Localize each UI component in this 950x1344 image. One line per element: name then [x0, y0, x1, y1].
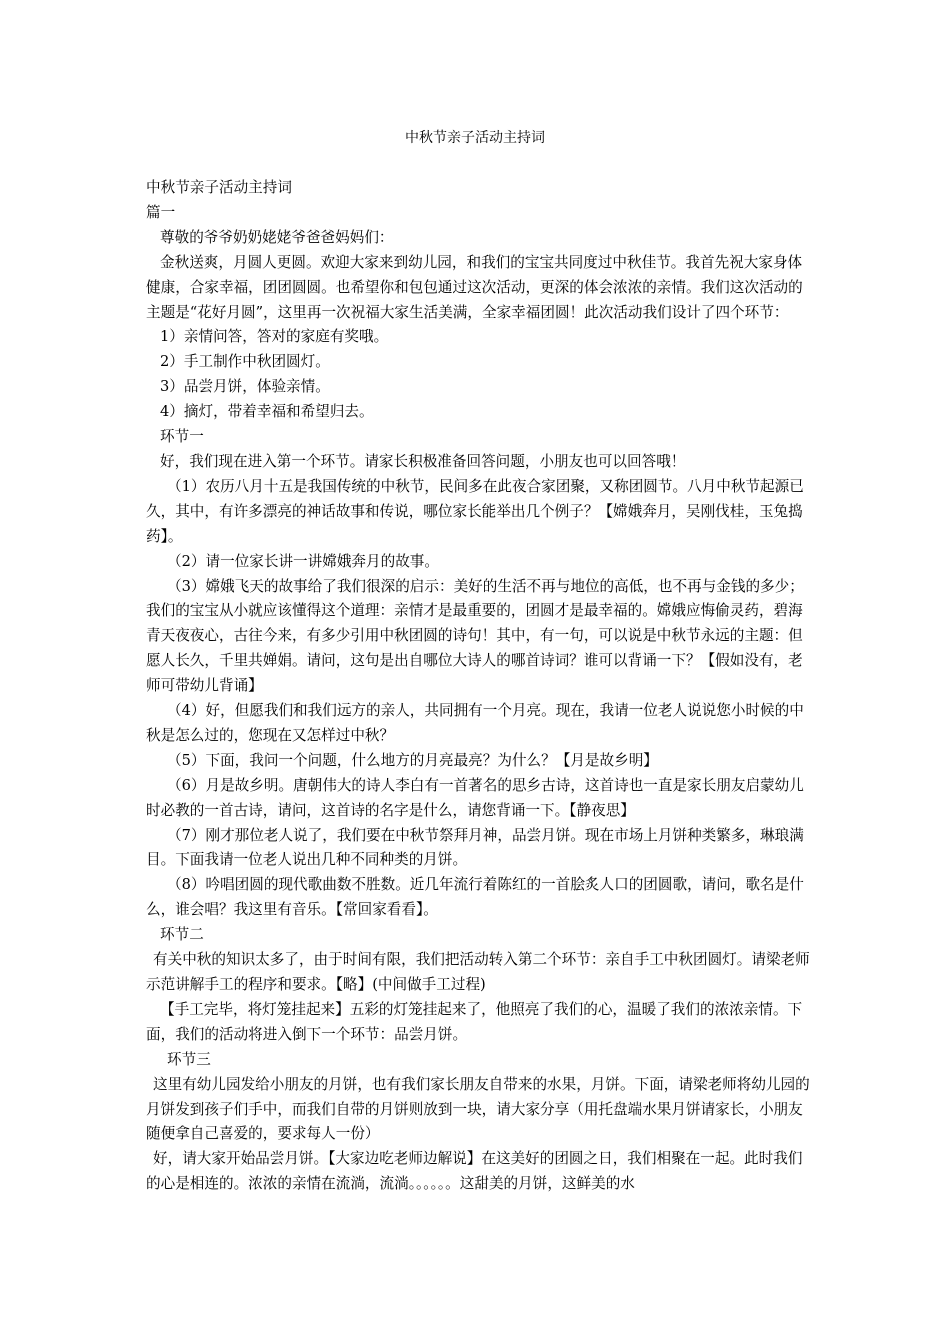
question-item: （2）请一位家长讲一讲嫦娥奔月的故事。 — [167, 552, 439, 570]
question-item: （6）月是故乡明。唐朝伟大的诗人李白有一首著名的思乡古诗，这首诗也一直是家长朋友启蒙幼儿时必教的一首古诗，请问，这首诗的名字是什么，请您背诵一下。【静夜思】 — [146, 776, 804, 819]
question-item: （8）吟唱团圆的现代歌曲数不胜数。近几年流行着陈红的一首脍炙人口的团圆歌，请问，歌名是什么，谁会唱？我这里有音乐。【常回家看看】。 — [146, 876, 804, 919]
paragraph: 【手工完毕，将灯笼挂起来】五彩的灯笼挂起来了，他照亮了我们的心，温暖了我们的浓浓亲情。下面，我们的活动将进入倒下一个环节：品尝月饼。 — [146, 1000, 803, 1043]
paragraph: 好，我们现在进入第一个环节。请家长积极准备回答问题，小朋友也可以回答哦！ — [160, 452, 686, 470]
list-item: 1）亲情问答，答对的家庭有奖哦。 — [160, 328, 389, 346]
list-item: 3）品尝月饼，体验亲情。 — [160, 378, 330, 396]
paragraph: 金秋送爽，月圆人更圆。欢迎大家来到幼儿园，和我们的宝宝共同度过中秋佳节。我首先祝大家身体健康，合家幸福，团团圆圆。也希望你和包包通过这次活动，更深的体会浓浓的亲情。我们这次活动的主题是“花好月圆”，这里再一次祝福大家生活美满，全家幸福团圆！此次活动我们设计了四个环节： — [146, 253, 803, 321]
question-item: （4）好，但愿我们和我们远方的亲人，共同拥有一个月亮。现在，我请一位老人说说您小时候的中秋是怎么过的，您现在又怎样过中秋？ — [146, 702, 804, 744]
paragraph: 尊敬的爷爷奶奶姥姥爷爸爸妈妈们： — [160, 228, 394, 246]
document-body — [146, 176, 810, 1197]
paragraph: 这里有幼儿园发给小朋友的月饼，也有我们家长朋友自带来的水果，月饼。下面，请梁老师将幼儿园的月饼发到孩子们手中，而我们自带的月饼则放到一块，请大家分享（用托盘端水果月饼请家长，小朋友随便拿自己喜爱的，要求每人一份） — [146, 1075, 810, 1143]
question-item: （7）刚才那位老人说了，我们要在中秋节祭拜月神，品尝月饼。现在市场上月饼种类繁多，琳琅满目。下面我请一位老人说出几种不同种类的月饼。 — [146, 826, 804, 869]
question-item: （1）农历八月十五是我国传统的中秋节，民间多在此夜合家团聚，又称团圆节。八月中秋节起源已久，其中，有许多漂亮的神话故事和传说，哪位家长能举出几个例子？【嫦娥奔月，吴刚伐桂，玉兔捣药】。 — [146, 477, 804, 545]
list-item: 4）摘灯，带着幸福和希望归去。 — [160, 403, 374, 421]
segment-heading: 环节二 — [160, 926, 204, 944]
document-title: 中秋节亲子活动主持词 — [405, 130, 545, 146]
question-item: （5）下面，我问一个问题，什么地方的月亮最亮？为什么？【月是故乡明】 — [167, 751, 658, 769]
question-item: （3）嫦娥飞天的故事给了我们很深的启示：美好的生活不再与地位的高低，也不再与金钱的多少；我们的宝宝从小就应该懂得这个道理：亲情才是最重要的，团圆才是最幸福的。嫦娥应悔偷灵药，碧海青天夜夜心，古往今来，有多少引用中秋团圆的诗句！其中，有一句，可以说是中秋节永远的主题：但愿人长久，千里共婵娟。请问，这句是出自哪位大诗人的哪首诗词？谁可以背诵一下？【假如没有，老师可带幼儿背诵】 — [146, 577, 804, 695]
document-heading: 中秋节亲子活动主持词 — [146, 179, 292, 196]
segment-heading: 环节一 — [160, 428, 204, 446]
section-label: 篇一 — [146, 203, 176, 221]
paragraph: 好，请大家开始品尝月饼。【大家边吃老师边解说】在这美好的团圆之日，我们相聚在一起。此时我们的心是相连的。浓浓的亲情在流淌，流淌。。。。。。这甜美的月饼，这鲜美的水 — [146, 1150, 803, 1193]
segment-heading: 环节三 — [167, 1050, 211, 1068]
paragraph: 有关中秋的知识太多了，由于时间有限，我们把活动转入第二个环节：亲自手工中秋团圆灯。请梁老师示范讲解手工的程序和要求。【略】(中间做手工过程) — [146, 951, 810, 993]
list-item: 2）手工制作中秋团圆灯。 — [160, 353, 330, 371]
